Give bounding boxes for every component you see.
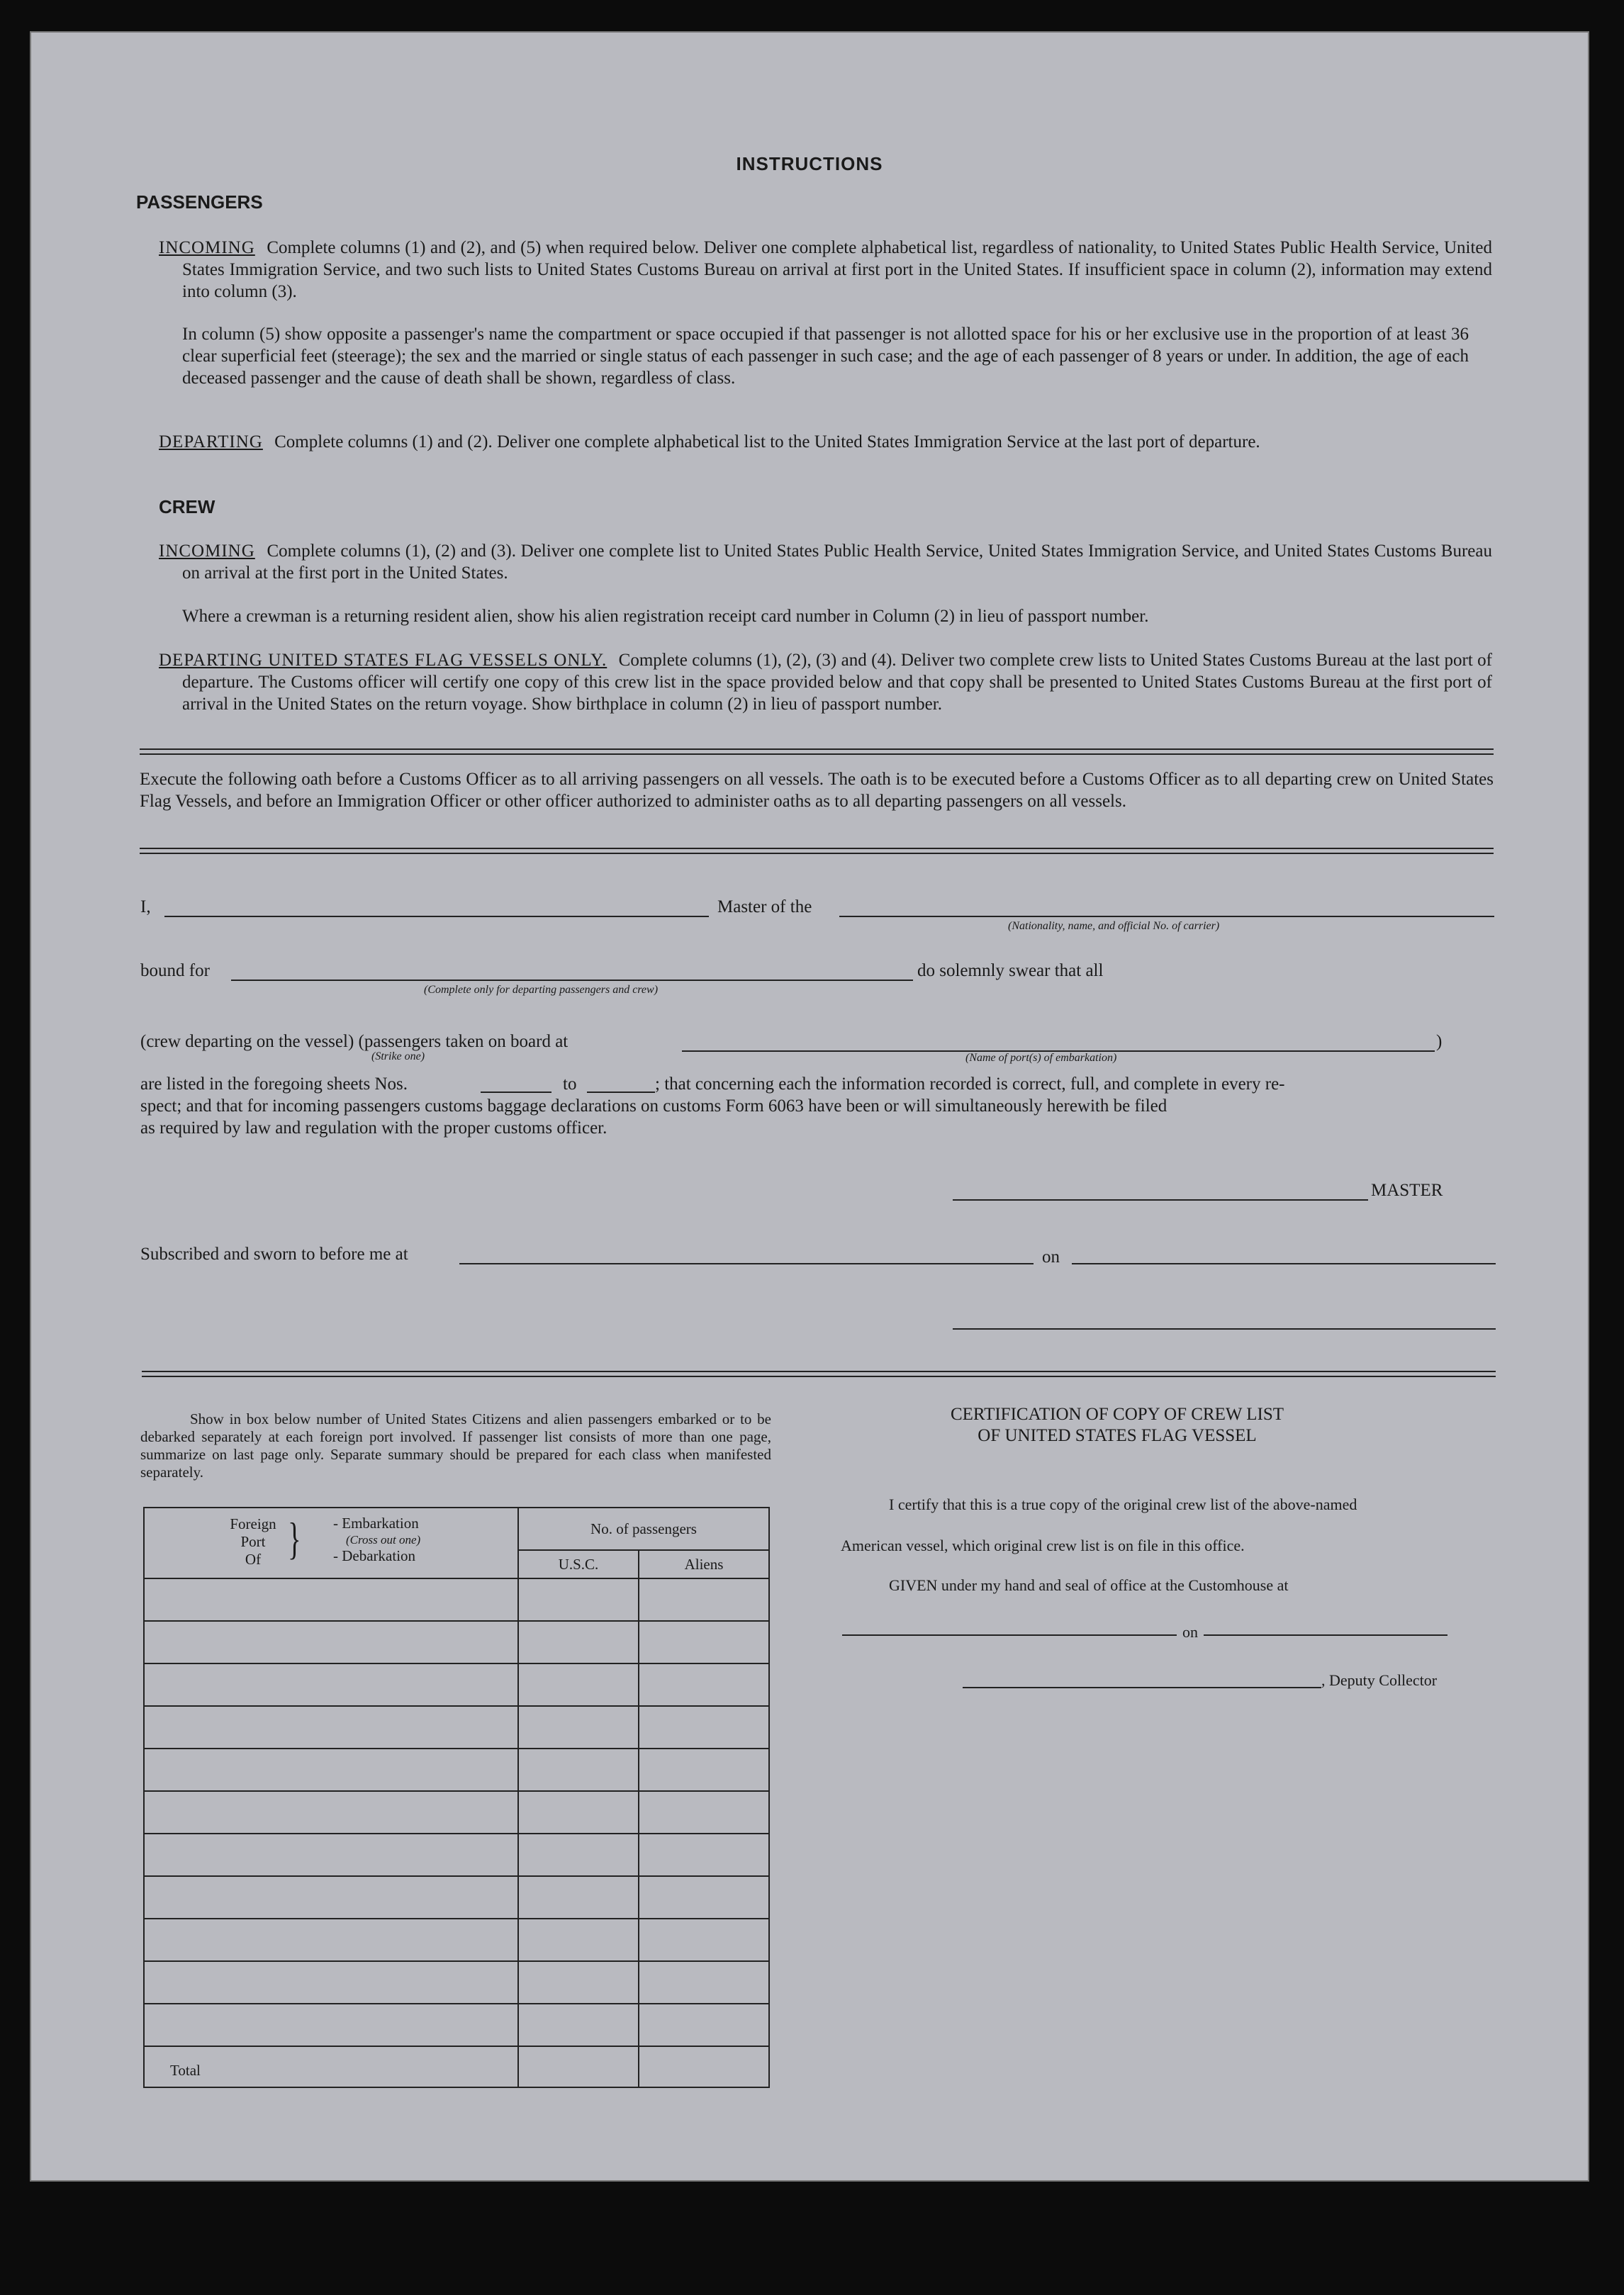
total-usc-cell[interactable] xyxy=(518,2046,639,2087)
port-cell[interactable] xyxy=(144,1791,518,1834)
aliens-cell[interactable] xyxy=(639,1876,769,1919)
table-row xyxy=(144,1621,769,1663)
listed-text-1: are listed in the foregoing sheets Nos. xyxy=(140,1074,408,1094)
listed-text-2: ; that concerning each the information recorded is correct, full, and complete in every re- xyxy=(655,1074,1285,1094)
port-label: Port xyxy=(240,1533,266,1550)
listed-to: to xyxy=(563,1074,577,1094)
bound-for-field[interactable] xyxy=(231,980,913,981)
aliens-cell[interactable] xyxy=(639,1749,769,1791)
table-row xyxy=(144,1791,769,1834)
master-name-field[interactable] xyxy=(164,916,709,917)
usc-header: U.S.C. xyxy=(518,1550,639,1578)
section-divider xyxy=(140,748,1494,755)
listed-text-3: spect; and that for incoming passengers customs baggage declarations on customs Form 6063 have been or will simultaneously herewith be filed xyxy=(140,1096,1167,1116)
port-header-cell xyxy=(144,1508,518,1578)
port-cell[interactable] xyxy=(144,1749,518,1791)
usc-cell[interactable] xyxy=(518,2004,639,2046)
table-row xyxy=(144,1706,769,1749)
bound-caption: (Complete only for departing passengers and crew) xyxy=(424,984,659,996)
usc-cell[interactable] xyxy=(518,1919,639,1961)
usc-cell[interactable] xyxy=(518,1791,639,1834)
port-cell[interactable] xyxy=(144,1961,518,2004)
aliens-cell[interactable] xyxy=(639,1961,769,2004)
master-signature-field[interactable] xyxy=(953,1199,1368,1201)
aliens-cell[interactable] xyxy=(639,1834,769,1876)
lower-divider xyxy=(142,1371,1496,1377)
passengers-incoming-paragraph xyxy=(159,237,1492,303)
sworn-place-field[interactable] xyxy=(459,1263,1034,1264)
passengers-departing-text: Complete columns (1) and (2). Deliver one complete alphabetical list to the United States Immigration Service at the last port of departure. xyxy=(274,432,1260,451)
solemnly-swear-label: do solemnly swear that all xyxy=(917,961,1104,980)
sheet-from-field[interactable] xyxy=(481,1092,551,1093)
crew-resident-paragraph: Where a crewman is a returning resident alien, show his alien registration receipt card number in Column (2) in lieu of passport number. xyxy=(182,607,1149,626)
passenger-summary-table xyxy=(143,1507,770,2088)
embarkation-label: - Embarkation xyxy=(333,1515,419,1532)
sworn-date-field[interactable] xyxy=(1072,1263,1496,1264)
usc-cell[interactable] xyxy=(518,1578,639,1621)
total-aliens-cell[interactable] xyxy=(639,2046,769,2087)
aliens-cell[interactable] xyxy=(639,1706,769,1749)
usc-cell[interactable] xyxy=(518,1663,639,1706)
given-text: GIVEN under my hand and seal of office at the Customhouse at xyxy=(889,1576,1289,1594)
crew-incoming-paragraph xyxy=(159,540,1492,584)
usc-cell[interactable] xyxy=(518,1834,639,1876)
usc-cell[interactable] xyxy=(518,1876,639,1919)
crew-departing-lead: DEPARTING UNITED STATES FLAG VESSELS ONLY. xyxy=(159,651,607,670)
debarkation-label: - Debarkation xyxy=(333,1547,416,1564)
master-label: MASTER xyxy=(1371,1181,1443,1200)
crew-departing-paragraph xyxy=(159,649,1492,715)
crew-incoming-lead: INCOMING xyxy=(159,542,255,561)
subscribed-label: Subscribed and sworn to before me at xyxy=(140,1245,408,1264)
table-row xyxy=(144,1876,769,1919)
table-row xyxy=(144,1834,769,1876)
certify-text-1: I certify that this is a true copy of the original crew list of the above-named xyxy=(889,1496,1357,1513)
total-label: Total xyxy=(144,2046,518,2087)
form-sheet xyxy=(30,31,1589,2182)
certification-title-1: CERTIFICATION OF COPY OF CREW LIST xyxy=(950,1405,1284,1424)
form-title: INSTRUCTIONS xyxy=(736,153,883,174)
bound-for-label: bound for xyxy=(140,961,210,980)
aliens-cell[interactable] xyxy=(639,1663,769,1706)
aliens-cell[interactable] xyxy=(639,2004,769,2046)
of-label: Of xyxy=(245,1551,262,1568)
carrier-field[interactable] xyxy=(839,916,1494,917)
table-row xyxy=(144,2004,769,2046)
port-caption: (Name of port(s) of embarkation) xyxy=(965,1052,1117,1064)
deputy-signature-field[interactable] xyxy=(963,1687,1321,1688)
port-cell[interactable] xyxy=(144,1706,518,1749)
usc-cell[interactable] xyxy=(518,1961,639,2004)
close-paren: ) xyxy=(1436,1032,1443,1051)
aliens-header: Aliens xyxy=(639,1550,769,1578)
port-cell[interactable] xyxy=(144,1919,518,1961)
crew-incoming-text: Complete columns (1), (2) and (3). Deliver one complete list to United States Public Health Service, United States Immigration Service, and United States Customs Bureau on arrival at the first port in the United States. xyxy=(182,542,1492,583)
usc-cell[interactable] xyxy=(518,1749,639,1791)
port-cell[interactable] xyxy=(144,1621,518,1663)
strike-one-caption: (Strike one) xyxy=(371,1050,425,1062)
certification-on-label: on xyxy=(1182,1623,1198,1641)
aliens-cell[interactable] xyxy=(639,1919,769,1961)
usc-cell[interactable] xyxy=(518,1706,639,1749)
table-row xyxy=(144,1919,769,1961)
crew-heading: CREW xyxy=(159,496,215,517)
crew-departing-text: (crew departing on the vessel) (passengers taken on board at xyxy=(140,1032,569,1051)
table-row xyxy=(144,1663,769,1706)
summary-instructions: Show in box below number of United States Citizens and alien passengers embarked or to be debarked separately at each foreign port involved. If passenger list consists of more than one page, summarize on last page only. Separate summary should be prepared for each class when manifested separately. xyxy=(140,1410,771,1481)
oath-instruction: Execute the following oath before a Customs Officer as to all arriving passengers on all vessels. The oath is to be executed before a Customs Officer as to all departing crew on United States Flag Vessels, and before an Immigration Officer or other officer authorized to administer oaths as to all departing passengers on all vessels. xyxy=(140,770,1494,811)
passengers-incoming-text: Complete columns (1) and (2), and (5) when required below. Deliver one complete alphabetical list, regardless of nationality, to United States Public Health Service, United States Immigration Service, and two such lists to United States Customs Bureau on arrival at first port in the United States. If insufficient space in column (2), information may extend into column (3). xyxy=(182,238,1492,301)
table-row xyxy=(144,1578,769,1621)
passengers-heading: PASSENGERS xyxy=(136,191,263,213)
listed-text-4: as required by law and regulation with the proper customs officer. xyxy=(140,1118,607,1138)
certification-title-2: OF UNITED STATES FLAG VESSEL xyxy=(978,1426,1257,1445)
nationality-caption: (Nationality, name, and official No. of carrier) xyxy=(1008,920,1220,932)
table-row xyxy=(144,1961,769,2004)
sheet-to-field[interactable] xyxy=(587,1092,655,1093)
aliens-cell[interactable] xyxy=(639,1791,769,1834)
aliens-cell[interactable] xyxy=(639,1578,769,1621)
port-cell[interactable] xyxy=(144,1834,518,1876)
table-row xyxy=(144,1749,769,1791)
port-cell[interactable] xyxy=(144,1578,518,1621)
oath-i-label: I, xyxy=(140,897,151,916)
no-of-passengers-header: No. of passengers xyxy=(518,1508,769,1550)
deputy-collector-label: , Deputy Collector xyxy=(1321,1671,1438,1689)
master-of-the-label: Master of the xyxy=(717,897,812,916)
brace-icon: } xyxy=(288,1513,301,1564)
certify-text-2: American vessel, which original crew list is on file in this office. xyxy=(841,1537,1245,1554)
foreign-label: Foreign xyxy=(230,1515,276,1532)
oath-divider xyxy=(140,848,1494,854)
passengers-departing-paragraph xyxy=(159,431,1492,453)
usc-cell[interactable] xyxy=(518,1621,639,1663)
aliens-cell[interactable] xyxy=(639,1621,769,1663)
cross-out-label: (Cross out one) xyxy=(346,1533,421,1547)
customhouse-field[interactable] xyxy=(842,1634,1177,1636)
crew-departing-text: Complete columns (1), (2), (3) and (4). Deliver two complete crew lists to United States Customs Bureau at the last port of departure. The Customs officer will certify one copy of this crew list in the space provided below and that copy shall be presented to United States Customs Bureau at the first port of arrival in the United States on the return voyage. Show birthplace in column (2) in lieu of passport number. xyxy=(182,651,1493,714)
port-cell[interactable] xyxy=(144,1876,518,1919)
certification-date-field[interactable] xyxy=(1204,1634,1447,1636)
passengers-column5-paragraph: In column (5) show opposite a passenger's name the compartment or space occupied if that passenger is not allotted space for his or her exclusive use in the proportion of at least 36 clear superficial feet (steerage); the sex and the married or single status of each passenger in such case; and the age of each passenger of 8 years or under. In addition, the age of each deceased passenger and the cause of death shall be shown, regardless of class. xyxy=(182,325,1469,388)
passengers-departing-lead: DEPARTING xyxy=(159,432,263,451)
port-cell[interactable] xyxy=(144,1663,518,1706)
sworn-on-label: on xyxy=(1042,1247,1060,1267)
officer-signature-field[interactable] xyxy=(953,1328,1496,1330)
passengers-incoming-lead: INCOMING xyxy=(159,238,255,257)
port-cell[interactable] xyxy=(144,2004,518,2046)
